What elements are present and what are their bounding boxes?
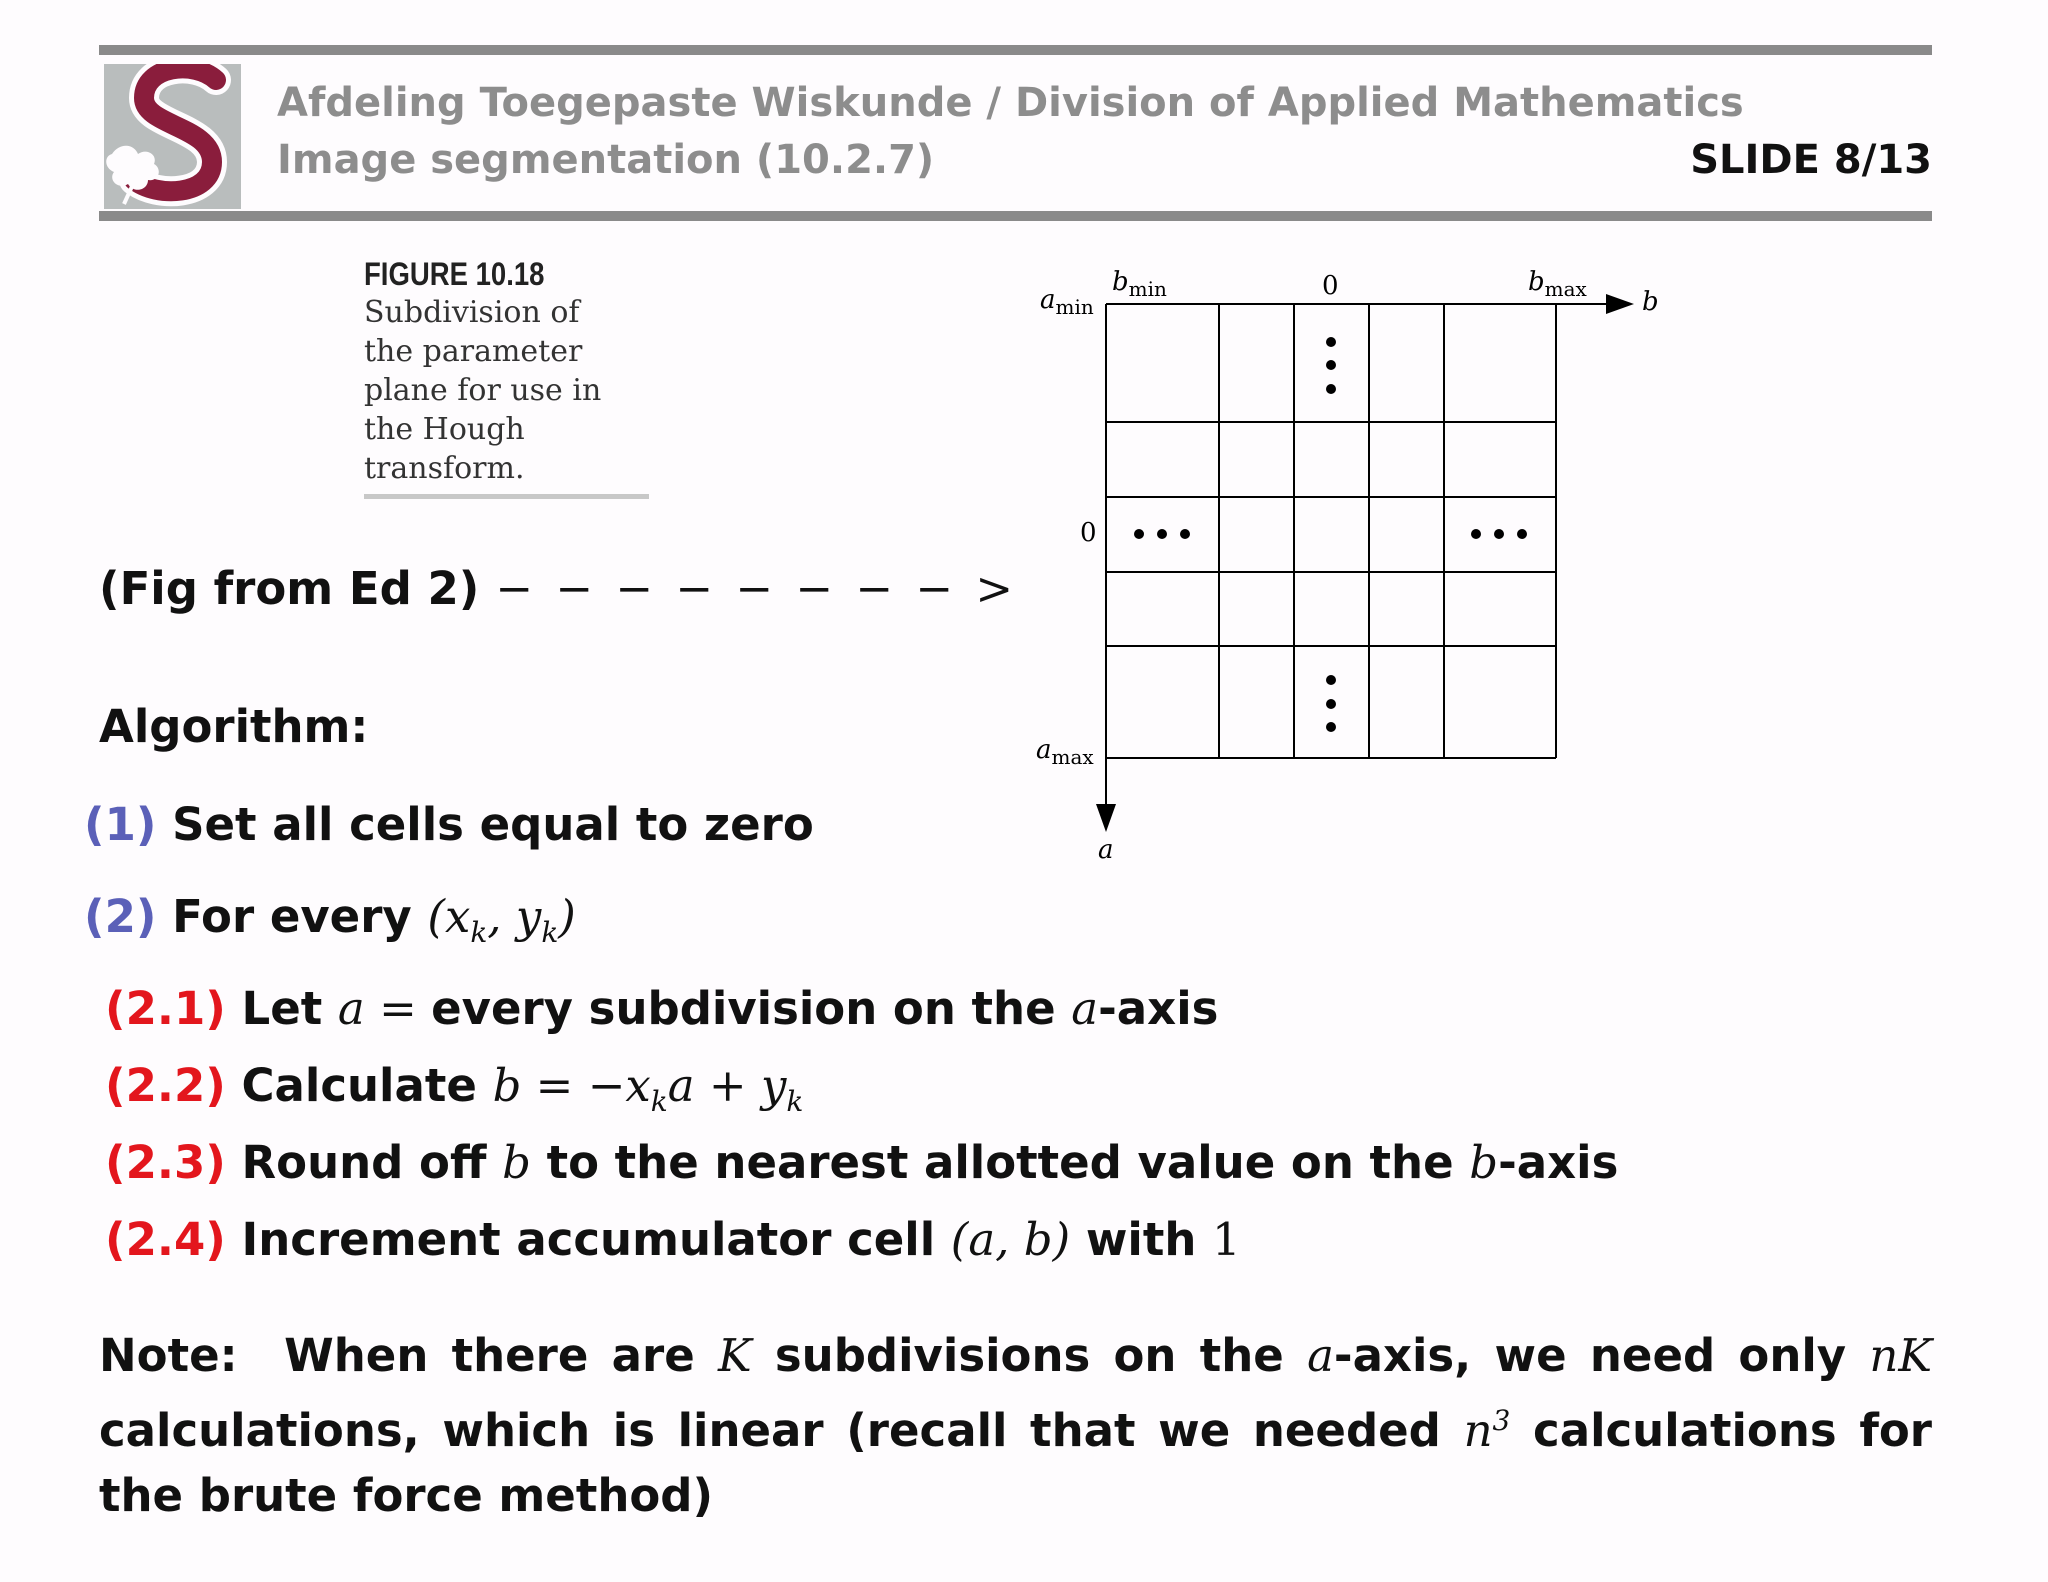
math-var: nK (1869, 1329, 1933, 1382)
a-max-label: $a_{max}$ (1036, 735, 1094, 769)
step-text: to the nearest allotted value on the (546, 1136, 1454, 1189)
a-zero-label: 0 (1080, 518, 1097, 548)
note-text: -axis, we need only (1333, 1329, 1847, 1382)
note-text: subdivisions on the (774, 1329, 1284, 1382)
algorithm-step-1 (84, 798, 814, 851)
step-number: (2.4) (105, 1213, 226, 1266)
step-math: (a, b) (950, 1213, 1071, 1266)
step-text: Round off (241, 1136, 487, 1189)
step-text: Calculate (241, 1059, 477, 1112)
algorithm-title: Algorithm: (99, 700, 369, 753)
math-var: a (1071, 982, 1099, 1035)
figure-caption (364, 256, 649, 499)
note-text: calculations, which is linear (recall that we needed (99, 1404, 1441, 1457)
note-label: Note: (99, 1329, 238, 1382)
algorithm-step-2 (84, 890, 576, 949)
b-max-label: $b_{max}$ (1528, 267, 1587, 301)
parameter-plane-figure (1030, 258, 1690, 868)
accumulator-grid (1106, 304, 1630, 828)
algorithm-step-2-3 (105, 1136, 1618, 1189)
a-min-label: $a_{min}$ (1040, 285, 1094, 319)
math-var: b (502, 1136, 531, 1189)
math-var: a (337, 982, 365, 1035)
step-text: -axis (1498, 1136, 1619, 1189)
math-var: K (718, 1329, 752, 1382)
step-number: (2) (84, 890, 157, 943)
b-axis-label: b (1642, 287, 1659, 317)
step-number: (2.1) (105, 982, 226, 1035)
step-math: $b = -x_ka + y_k$ (492, 1059, 804, 1118)
b-min-label: $b_{min}$ (1112, 267, 1167, 301)
math-power: $n^3$ (1463, 1404, 1511, 1457)
section-title: Image segmentation (10.2.7) (277, 137, 935, 183)
step-text: For every (172, 890, 412, 943)
ellipsis-dots (1134, 337, 1527, 732)
figure-title: FIGURE 10.18 (364, 256, 545, 292)
b-zero-label: 0 (1322, 271, 1339, 301)
algorithm-step-2-4 (105, 1213, 1241, 1266)
step-text: -axis (1098, 982, 1219, 1035)
math-one: 1 (1212, 1213, 1241, 1266)
figure-caption-text: Subdivision of the parameter plane for use in the Hough transform. (364, 295, 602, 486)
figure-reference-label: (Fig from Ed 2) (99, 562, 480, 615)
slide-number: SLIDE 8/13 (1690, 137, 1932, 183)
a-axis-label: a (1098, 835, 1114, 865)
step-number: (2.3) (105, 1136, 226, 1189)
note-paragraph (99, 1323, 1932, 1528)
step-text: Set all cells equal to zero (172, 798, 814, 851)
note-text: When there are (284, 1329, 695, 1382)
header-rule-bottom (99, 211, 1932, 221)
math-var: b (1469, 1136, 1499, 1189)
header-rule-top (99, 45, 1932, 55)
department-title: Afdeling Toegepaste Wiskunde / Division of Applied Mathematics (277, 80, 1744, 126)
step-text: with (1085, 1213, 1197, 1266)
math-var: a (1307, 1329, 1334, 1382)
step-text: Increment accumulator cell (241, 1213, 936, 1266)
math-equals: = (364, 982, 432, 1035)
note-text: calculations for the brute force method) (99, 1404, 1933, 1522)
figure-reference (99, 562, 1017, 615)
university-logo (104, 64, 241, 209)
step-number: (2.2) (105, 1059, 226, 1112)
step-text: every subdivision on the (431, 982, 1056, 1035)
step-number: (1) (84, 798, 157, 851)
dashed-arrow: − − − − − − − − > (495, 562, 1018, 615)
step-math: ($x_k$, $y_k$) (427, 890, 576, 949)
algorithm-step-2-2 (105, 1059, 803, 1118)
step-text: Let (241, 982, 323, 1035)
algorithm-step-2-1 (105, 982, 1218, 1035)
